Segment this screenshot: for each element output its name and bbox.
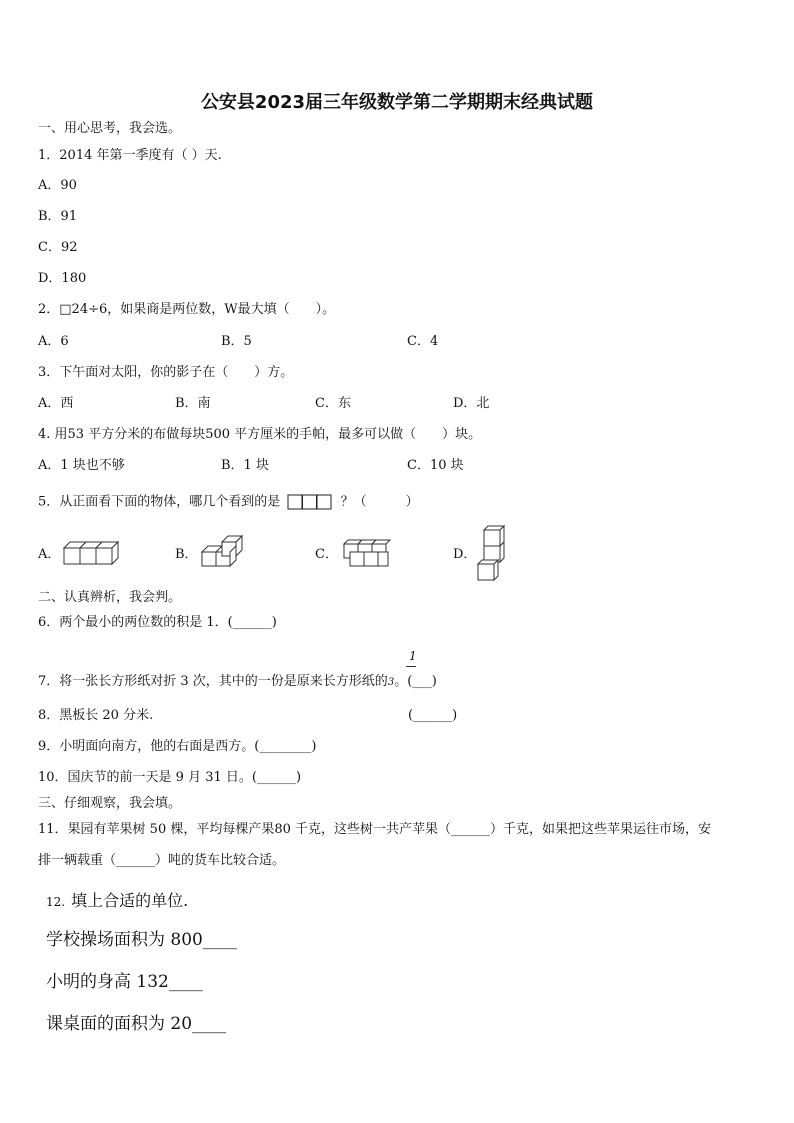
q7-suffix: 。(___) xyxy=(394,674,437,689)
question-11-line-2: 排一辆载重（______）吨的货车比较合适。 xyxy=(38,853,286,868)
q1-option-d[interactable]: D．180 xyxy=(38,271,87,286)
q5-option-d[interactable]: D． xyxy=(453,547,477,562)
question-10: 10．国庆节的前一天是 9 月 31 日。(______) xyxy=(38,770,302,785)
q12-item-3: 课桌面的面积为 20____ xyxy=(46,1014,227,1034)
q4-option-a[interactable]: A．1 块也不够 xyxy=(38,458,125,473)
question-7 xyxy=(38,674,437,690)
cube-stack-c-icon xyxy=(338,538,394,572)
q3-option-a[interactable]: A．西 xyxy=(38,396,74,411)
page-title: 公安县2023届三年级数学第二学期期末经典试题 xyxy=(200,92,594,113)
question-4: 4. 用53 平方分米的布做每块500 平方厘米的手帕，最多可以做（ ）块。 xyxy=(38,427,482,442)
q1-option-c[interactable]: C．92 xyxy=(38,240,78,255)
cube-stack-d-icon xyxy=(474,524,508,584)
question-11-line-1: 11．果园有苹果树 50 棵，平均每棵产果80 千克，这些树一共产苹果（______）千克，如果把这些苹果运往市场，安 xyxy=(38,822,712,837)
q5-option-b[interactable]: B． xyxy=(175,547,198,562)
question-5 xyxy=(38,494,419,510)
q5-option-a[interactable]: A． xyxy=(38,547,61,562)
q5-text-before: 5．从正面看下面的物体，哪几个看到的是 xyxy=(38,494,281,510)
q7-fraction-numerator: 1 xyxy=(409,649,417,663)
q2-option-a[interactable]: A．6 xyxy=(38,334,69,349)
question-8: 8．黑板长 20 分米. xyxy=(38,708,154,723)
cube-stack-b-icon xyxy=(198,534,254,570)
section-1-heading: 一、用心思考，我会选。 xyxy=(38,121,182,136)
q7-text: 7．将一张长方形纸对折 3 次，其中的一份是原来长方形纸的 xyxy=(38,674,388,689)
q2-option-c[interactable]: C．4 xyxy=(407,334,439,349)
q5-option-c[interactable]: C． xyxy=(315,547,338,562)
q7-fraction-denominator: 3 xyxy=(387,677,395,688)
question-1: 1．2014 年第一季度有（ ）天. xyxy=(38,148,222,163)
question-2: 2．□24÷6，如果商是两位数，W最大填（ ）。 xyxy=(38,302,336,317)
q3-option-c[interactable]: C．东 xyxy=(315,396,351,411)
q3-option-d[interactable]: D．北 xyxy=(453,396,490,411)
q1-option-b[interactable]: B．91 xyxy=(38,209,78,224)
cube-stack-a-icon xyxy=(60,538,122,568)
question-3: 3．下午面对太阳，你的影子在（ ）方。 xyxy=(38,365,294,380)
q4-option-b[interactable]: B．1 块 xyxy=(221,458,269,473)
q12-number: 12. xyxy=(46,895,66,909)
section-3-heading: 三、仔细观察，我会填。 xyxy=(38,796,182,811)
q5-text-after: ？（ ） xyxy=(340,494,419,510)
q4-option-c[interactable]: C．10 块 xyxy=(407,458,464,473)
q3-option-b[interactable]: B．南 xyxy=(175,396,211,411)
question-12 xyxy=(46,888,188,911)
three-squares-row-icon xyxy=(287,494,333,510)
q1-option-a[interactable]: A．90 xyxy=(38,178,77,193)
question-6: 6．两个最小的两位数的积是 1．(______) xyxy=(38,615,277,630)
q7-fraction-bar xyxy=(406,666,416,667)
q12-item-2: 小明的身高 132____ xyxy=(46,972,203,992)
q12-title: 填上合适的单位. xyxy=(71,891,189,910)
q2-option-b[interactable]: B．5 xyxy=(221,334,252,349)
section-2-heading: 二、认真辨析，我会判。 xyxy=(38,590,182,605)
q12-item-1: 学校操场面积为 800____ xyxy=(46,930,237,950)
question-9: 9．小明面向南方，他的右面是西方。(________) xyxy=(38,739,317,754)
q8-answer-blank[interactable]: (______) xyxy=(408,708,458,723)
